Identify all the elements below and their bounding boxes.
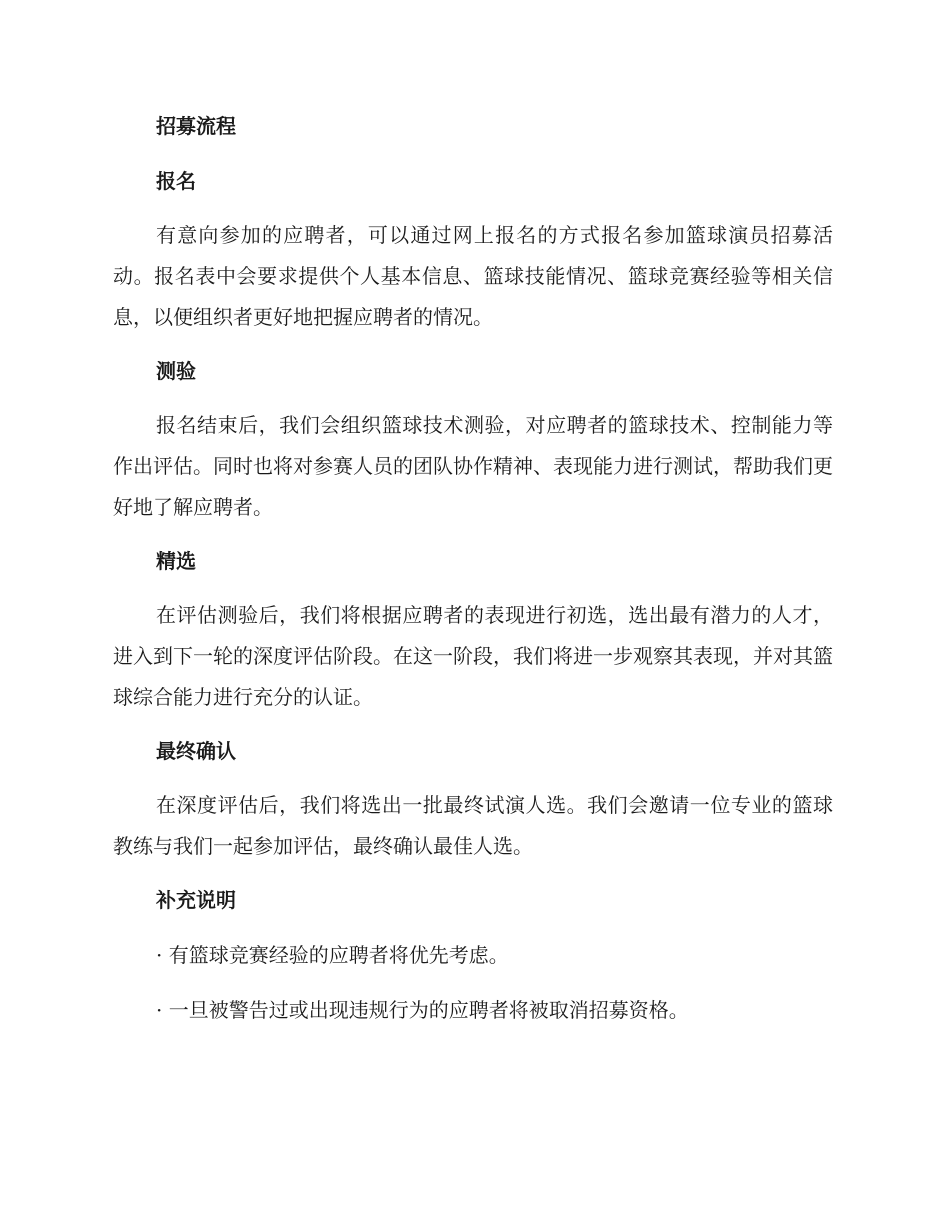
section-paragraph-final: 在深度评估后，我们将选出一批最终试演人选。我们会邀请一位专业的篮球教练与我们一起参加评估，最终确认最佳人选。 [113,793,833,858]
note-item: · 一旦被警告过或出现违规行为的应聘者将被取消招募资格。 [156,998,689,1022]
section-heading-signup: 报名 [156,169,196,193]
page-title: 招募流程 [156,114,236,138]
section-paragraph-selection: 在评估测验后，我们将根据应聘者的表现进行初选，选出最有潜力的人才，进入到下一轮的深度评估阶段。在这一阶段，我们将进一步观察其表现，并对其篮球综合能力进行充分的认证。 [113,603,833,709]
note-item: · 有篮球竞赛经验的应聘者将优先考虑。 [156,943,509,967]
section-heading-notes: 补充说明 [156,888,236,912]
document-content [113,111,833,1025]
section-heading-final: 最终确认 [156,739,236,763]
section-heading-test: 测验 [156,359,196,383]
section-heading-selection: 精选 [156,549,196,573]
section-paragraph-test: 报名结束后，我们会组织篮球技术测验，对应聘者的篮球技术、控制能力等作出评估。同时也将对参赛人员的团队协作精神、表现能力进行测试，帮助我们更好地了解应聘者。 [113,413,833,519]
section-paragraph-signup: 有意向参加的应聘者，可以通过网上报名的方式报名参加篮球演员招募活动。报名表中会要求提供个人基本信息、篮球技能情况、篮球竞赛经验等相关信息，以便组织者更好地把握应聘者的情况。 [113,223,833,329]
